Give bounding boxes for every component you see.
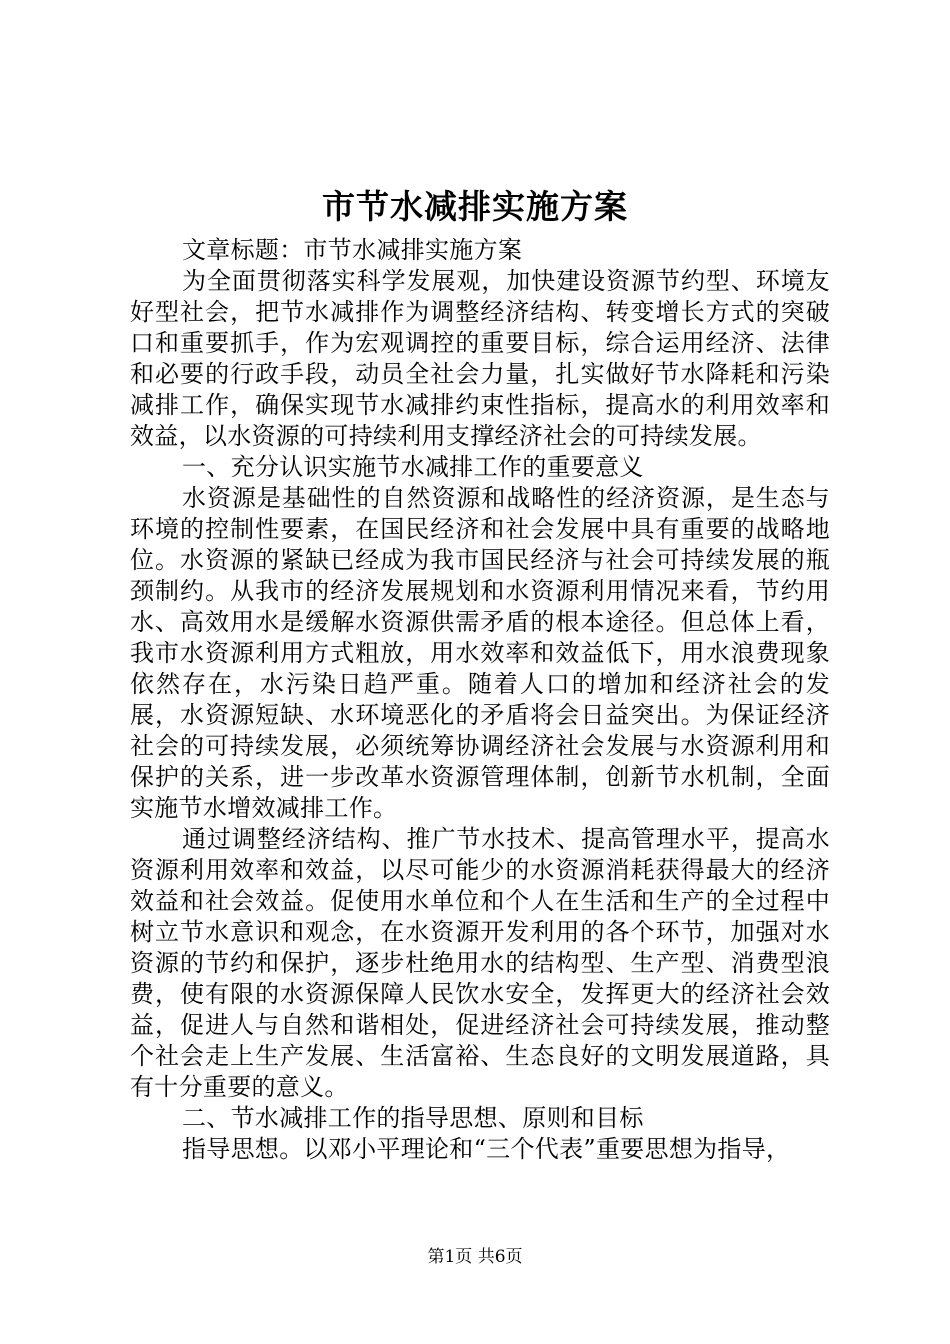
section-heading-1: 一、充分认识实施节水减排工作的重要意义 xyxy=(182,453,644,481)
document-body xyxy=(130,235,830,1165)
page-number-footer: 第1页 共6页 xyxy=(427,1247,523,1267)
body-paragraph: 水资源是基础性的自然资源和战略性的经济资源，是生态与环境的控制性要素，在国民经济和社会发展中具有重要的战略地位。水资源的紧缺已经成为我市国民经济与社会可持续发展的瓶颈制约。从我市的经济发展规划和水资源利用情况来看，节约用水、高效用水是缓解水资源供需矛盾的根本途径。但总体上看，我市水资源利用方式粗放，用水效率和效益低下，用水浪费现象依然存在，水污染日趋严重。随着人口的增加和经济社会的发展，水资源短缺、水环境恶化的矛盾将会日益突出。为保证经济社会的可持续发展，必须统筹协调经济社会发展与水资源利用和保护的关系，进一步改革水资源管理体制，创新节水机制，全面实施节水增效减排工作。 xyxy=(130,484,830,822)
intro-paragraph: 为全面贯彻落实科学发展观，加快建设资源节约型、环境友好型社会，把节水减排作为调整经济结构、转变增长方式的突破口和重要抓手，作为宏观调控的重要目标，综合运用经济、法律和必要的行政手段，动员全社会力量，扎实做好节水降耗和污染减排工作，确保实现节水减排约束性指标，提高水的利用效率和效益，以水资源的可持续利用支撑经济社会的可持续发展。 xyxy=(130,267,830,450)
body-paragraph: 指导思想。以邓小平理论和“三个代表”重要思想为指导， xyxy=(182,1135,791,1163)
section-heading-2: 二、节水减排工作的指导思想、原则和目标 xyxy=(182,1104,644,1132)
document-title: 市节水减排实施方案 xyxy=(322,187,628,226)
body-paragraph: 通过调整经济结构、推广节水技术、提高管理水平，提高水资源利用效率和效益，以尽可能少的水资源消耗获得最大的经济效益和社会效益。促使用水单位和个人在生活和生产的全过程中树立节水意识和观念，在水资源开发利用的各个环节，加强对水资源的节约和保护，逐步杜绝用水的结构型、生产型、消费型浪费，使有限的水资源保障人民饮水安全，发挥更大的经济社会效益，促进人与自然和谐相处，促进经济社会可持续发展，推动整个社会走上生产发展、生活富裕、生态良好的文明发展道路，具有十分重要的意义。 xyxy=(130,825,830,1101)
article-title-line: 文章标题：市节水减排实施方案 xyxy=(182,236,523,264)
